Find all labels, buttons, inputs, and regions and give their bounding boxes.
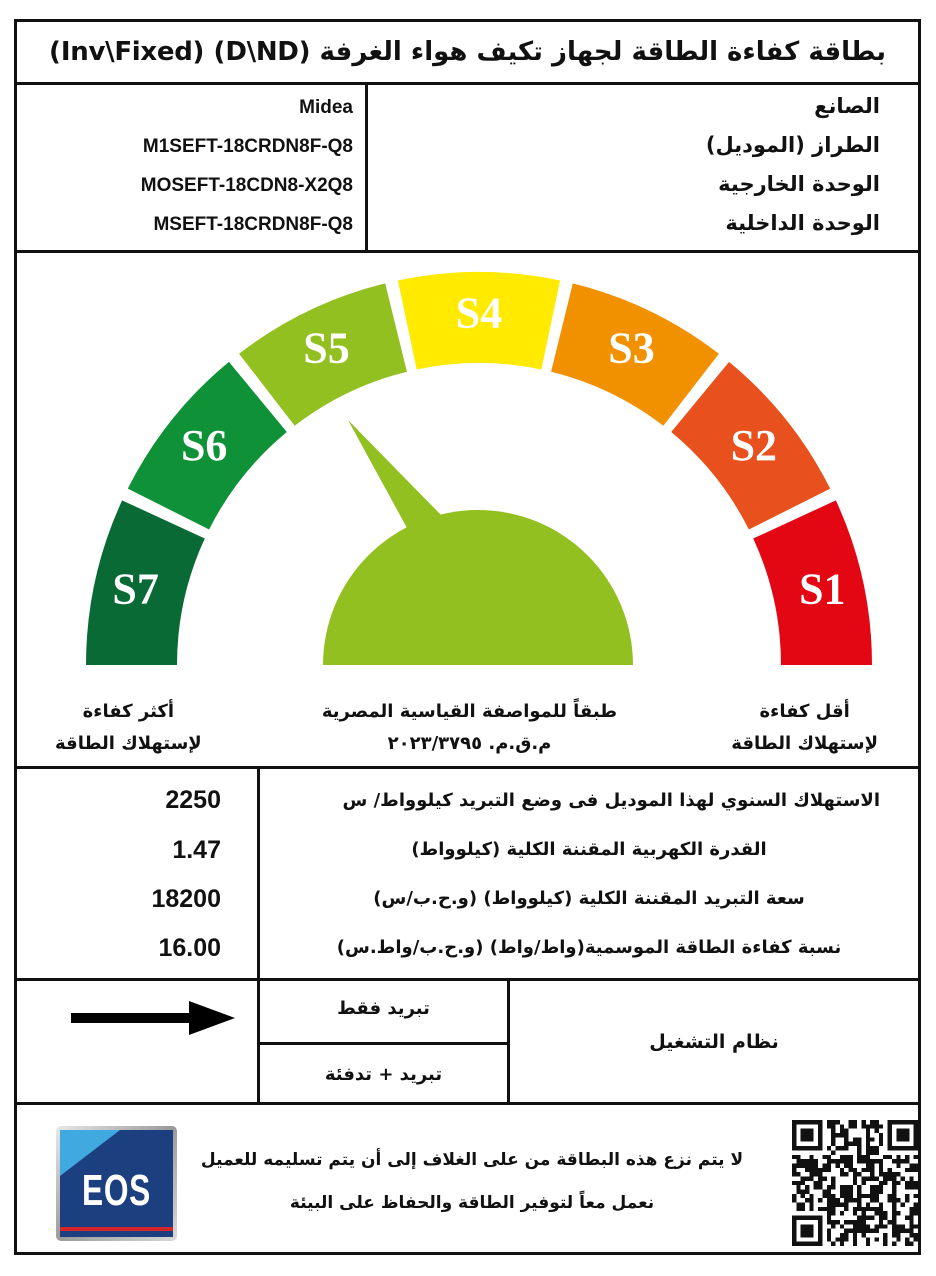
logo-text: EOS (81, 1166, 152, 1215)
seer-label: نسبة كفاءة الطاقة الموسمية(واط/واط) (و.ح.ب/واط.س) (336, 937, 842, 958)
qr-code-icon[interactable] (790, 1120, 920, 1246)
footer-warning-text: لا يتم نزع هذه البطاقة من على الغلاف إلى أن يتم تسليمه للعميل (200, 1150, 744, 1170)
eos-logo (56, 1126, 177, 1241)
cooling-capacity-label: سعة التبريد المقننة الكلية (كيلوواط) (و.ح.ب/س) (373, 888, 805, 909)
gauge-label-s7: S7 (112, 564, 159, 614)
manufacturer-label: الصانع (814, 94, 880, 118)
indoor-unit-label: الوحدة الداخلية (725, 211, 880, 235)
right-arrow-icon (71, 1001, 241, 1035)
gauge-label-s1: S1 (799, 564, 846, 614)
rated-power-value: 1.47 (172, 836, 221, 864)
footer-section (17, 1105, 918, 1252)
annual-consumption-label: الاستهلاك السنوي لهذا الموديل فى وضع التبريد كيلوواط/ س (342, 790, 880, 811)
footer-slogan-text: نعمل معاً لتوفير الطاقة والحفاظ على البيئة (289, 1193, 655, 1213)
outdoor-unit-label: الوحدة الخارجية (718, 172, 880, 196)
outdoor-unit-value: MOSEFT-18CDN8-X2Q8 (140, 175, 353, 196)
standard-number: م.ق.م. ٢٠٢٣/٣٧٩٥ (387, 733, 552, 754)
gauge-label-s5: S5 (303, 323, 350, 373)
seer-value: 16.00 (158, 934, 221, 962)
gauge-label-s4: S4 (455, 288, 503, 338)
spec-values-column (17, 769, 260, 978)
specifications-section (17, 769, 918, 981)
gauge-label-s2: S2 (730, 420, 778, 470)
gauge-label-s3: S3 (608, 323, 655, 373)
energy-label-card (14, 19, 921, 1255)
cooling-capacity-value: 18200 (151, 885, 221, 913)
least-efficient-line2: لإستهلاك الطاقة (731, 733, 878, 754)
operation-mode-label: نظام التشغيل (649, 1030, 779, 1053)
pointer-hub (323, 510, 633, 665)
most-efficient-line2: لإستهلاك الطاقة (55, 733, 202, 754)
option-cooling-heating: تبريد + تدفئة (324, 1064, 443, 1085)
model-label: الطراز (الموديل) (705, 133, 880, 157)
logo-red-stripe (60, 1227, 173, 1231)
option-cooling-only: تبريد فقط (260, 981, 507, 1045)
least-efficient-line1: أقل كفاءة (759, 701, 850, 722)
operation-mode-section (17, 981, 918, 1105)
most-efficient-line1: أكثر كفاءة (82, 701, 175, 722)
rated-power-label: القدرة الكهربية المقننة الكلية (كيلوواط) (411, 839, 767, 860)
least-efficient-caption (731, 696, 878, 760)
indoor-unit-value: MSEFT-18CRDN8F-Q8 (153, 214, 353, 235)
selection-arrow-cell (17, 981, 260, 1102)
model-value: M1SEFT-18CRDN8F-Q8 (142, 136, 353, 157)
manufacturer-value: Midea (299, 97, 353, 118)
gauge-label-s6: S6 (180, 420, 228, 470)
most-efficient-caption (55, 696, 202, 760)
efficiency-gauge-section (17, 253, 918, 769)
operation-options (260, 981, 510, 1102)
annual-consumption-value: 2250 (165, 786, 221, 814)
standard-line1: طبقاً للمواصفة القياسية المصرية (321, 701, 618, 722)
standard-caption (302, 696, 637, 760)
label-title: بطاقة كفاءة الطاقة لجهاز تكيف هواء الغرفة (D\ND) (Inv\Fixed) (49, 37, 886, 67)
efficiency-pointer (348, 420, 443, 528)
